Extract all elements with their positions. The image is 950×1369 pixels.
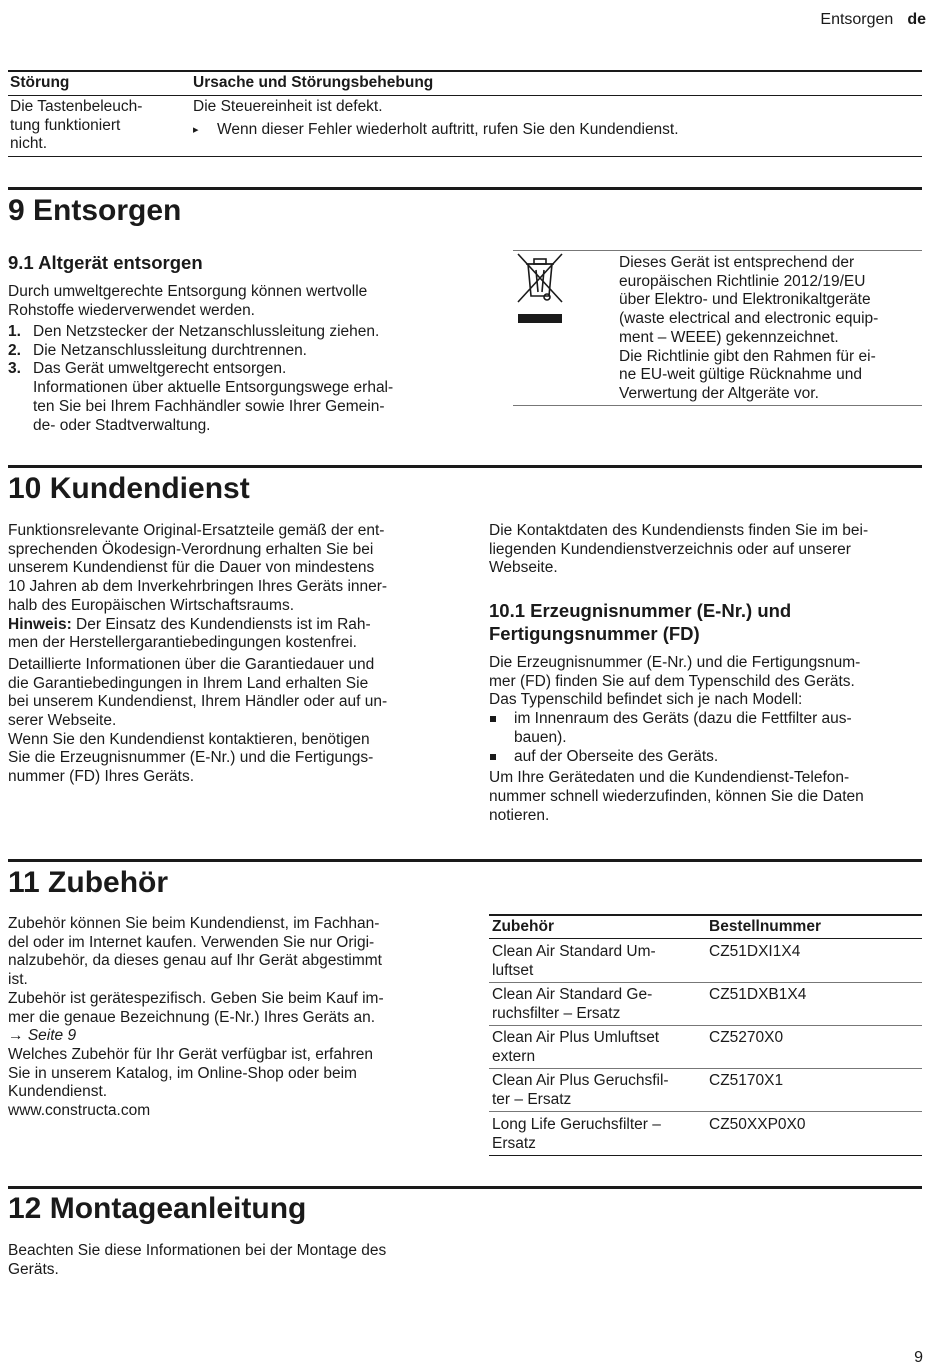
remedy-marker-icon: ▸ bbox=[193, 124, 199, 136]
section-10-title: 10 Kundendienst bbox=[8, 472, 250, 505]
table-row: Clean Air Plus Geruchsfil- ter – Ersatz bbox=[492, 1072, 669, 1108]
cause-text: Die Steuereinheit ist defekt. bbox=[193, 98, 383, 115]
order-number: CZ51DXB1X4 bbox=[709, 986, 807, 1003]
section-10-1-text: Die Erzeugnisnummer (E-Nr.) und die Fertigungsnum- mer (FD) finden Sie auf dem Typenschild des Geräts. Das Typenschild befindet sich je nach Modell: im Innenraum des Geräts (dazu die Fettfilter aus- bauen). auf der Oberseite des Geräts. Um Ihre Gerätedaten und die Kundendienst-Telefon- nummer schnell wiederzufinden, können Sie die Daten notieren. bbox=[489, 654, 922, 825]
section-11-text: Zubehör können Sie beim Kundendienst, im Fachhan- del oder im Internet kaufen. Verwenden Sie nur Origi- nalzubehör, da dieses genau auf Ihr Gerät abgestimmt ist. Zubehör ist gerätespezifisch. Geben Sie beim Kauf im- mer die genaue Bezeichnung (E-Nr.) Ihres Geräts an. → Seite 9 Welches Zubehör für Ihr Gerät verfügbar ist, erfahren Sie in unserem Katalog, im Online-Shop oder beim Kundendienst. www.constructa.com bbox=[8, 915, 453, 1121]
acc-table-bottom-rule bbox=[489, 1155, 922, 1156]
section-rule bbox=[8, 1186, 922, 1189]
acc-col-header: Bestellnummer bbox=[709, 918, 821, 935]
step-item: 3. Das Gerät umweltgerecht entsorgen. Informationen über aktuelle Entsorgungswege erhal- ten Sie bei Ihrem Fachhändler sowie Ihrer Gemein- de- oder Stadtverwaltung. bbox=[8, 360, 394, 434]
arrow-right-icon: → bbox=[8, 1027, 24, 1045]
order-number: CZ5170X1 bbox=[709, 1072, 784, 1089]
row-divider bbox=[489, 1068, 922, 1069]
weee-text: Dieses Gerät ist entsprechend der europäischen Richtlinie 2012/19/EU über Elektro- und Elektronikaltgeräte (waste electrical and electronic equip- ment – WEEE) gekennzeichnet. Die Richtlinie gibt den Rahmen für ei- ne EU-weit gültige Rücknahme und Verwertung der Altgeräte vor. bbox=[619, 254, 879, 402]
section-9-intro: Durch umweltgerechte Entsorgung können wertvolle Rohstoffe wiederverwendet werden. bbox=[8, 283, 368, 319]
page-reference-link[interactable]: → Seite 9 bbox=[8, 1027, 77, 1045]
row-divider bbox=[489, 1025, 922, 1026]
header-lang: de bbox=[907, 11, 926, 28]
page-number: 9 bbox=[914, 1349, 923, 1366]
section-10-right-text: Die Kontaktdaten des Kundendiensts finden Sie im bei- liegenden Kundendienstverzeichnis oder auf unserer Webseite. bbox=[489, 522, 869, 577]
weee-bin-icon bbox=[514, 252, 566, 328]
square-bullet-icon bbox=[489, 748, 514, 767]
fault-text: Die Tastenbeleuch- tung funktioniert nicht. bbox=[10, 98, 143, 153]
col-header-cause: Ursache und Störungsbehebung bbox=[193, 74, 434, 91]
running-header bbox=[820, 11, 926, 29]
bullet-item: im Innenraum des Geräts (dazu die Fettfilter aus- bauen). bbox=[489, 710, 922, 747]
table-row: Clean Air Plus Umluftset extern bbox=[492, 1029, 660, 1065]
row-divider bbox=[489, 982, 922, 983]
order-number: CZ5270X0 bbox=[709, 1029, 784, 1046]
website-link[interactable]: www.constructa.com bbox=[8, 1102, 151, 1120]
hint-label: Hinweis: bbox=[8, 615, 72, 633]
acc-col-header: Zubehör bbox=[492, 918, 554, 935]
table-header-rule bbox=[8, 95, 922, 96]
section-rule bbox=[8, 187, 922, 190]
acc-table-header-rule bbox=[489, 938, 922, 939]
table-row: Clean Air Standard Um- luftset bbox=[492, 943, 656, 979]
section-12-text: Beachten Sie diese Informationen bei der Montage des Geräts. bbox=[8, 1242, 387, 1278]
order-number: CZ51DXI1X4 bbox=[709, 943, 801, 960]
hint-line: Hinweis: Der Einsatz des Kundendiensts ist im Rah- bbox=[8, 615, 371, 633]
section-12-title: 12 Montageanleitung bbox=[8, 1192, 307, 1225]
section-9-title: 9 Entsorgen bbox=[8, 194, 182, 227]
row-divider bbox=[489, 1111, 922, 1112]
header-section: Entsorgen bbox=[820, 11, 894, 28]
section-rule bbox=[8, 859, 922, 862]
disposal-steps bbox=[8, 323, 448, 435]
remedy-step bbox=[193, 121, 679, 140]
section-11-title: 11 Zubehör bbox=[8, 866, 169, 899]
square-bullet-icon bbox=[489, 710, 514, 747]
bullet-item: auf der Oberseite des Geräts. bbox=[489, 748, 922, 767]
col-header-fault: Störung bbox=[10, 74, 70, 91]
section-9-1-title: 9.1 Altgerät entsorgen bbox=[8, 252, 203, 273]
step-item: 1. Den Netzstecker der Netzanschlussleitung ziehen. bbox=[8, 323, 380, 340]
table-bottom-rule bbox=[8, 156, 922, 157]
order-number: CZ50XXP0X0 bbox=[709, 1116, 806, 1133]
section-10-left-text: Funktionsrelevante Original-Ersatzteile gemäß der ent- sprechenden Ökodesign-Verordnung erhalten Sie bei unserem Kundendienst für die Dauer von mindestens 10 Jahren ab dem Inverkehrbringen Ihres Geräts inner- halb des Europäischen Wirtschaftsraums. Hinweis: Der Einsatz des Kundendiensts ist im Rah- men der Herstellergarantiebedingungen kostenfrei. Detaillierte Informationen über die Garantiedauer und die Garantiebedingungen in Ihrem Land erhalten Sie bei unserem Kundendienst, Ihrem Händler oder auf un- serer Webseite. Wenn Sie den Kundendienst kontaktieren, benötigen Sie die Erzeugnisnummer (E-Nr.) und die Fertigungs- nummer (FD) Ihres Geräts. bbox=[8, 522, 453, 787]
section-rule bbox=[8, 465, 922, 468]
step-item: 2. Die Netzanschlussleitung durchtrennen. bbox=[8, 341, 307, 359]
acc-table-top-rule bbox=[489, 914, 922, 916]
table-top-rule bbox=[8, 70, 922, 72]
table-row: Clean Air Standard Ge- ruchsfilter – Ersatz bbox=[492, 986, 653, 1022]
weee-bottom-rule bbox=[513, 405, 922, 406]
weee-top-rule bbox=[513, 250, 922, 251]
table-row: Long Life Geruchsfilter – Ersatz bbox=[492, 1116, 661, 1152]
section-10-1-title: 10.1 Erzeugnisnummer (E-Nr.) und Fertigungsnummer (FD) bbox=[489, 600, 792, 644]
remedy-text: Wenn dieser Fehler wiederholt auftritt, rufen Sie den Kundendienst. bbox=[217, 121, 679, 138]
